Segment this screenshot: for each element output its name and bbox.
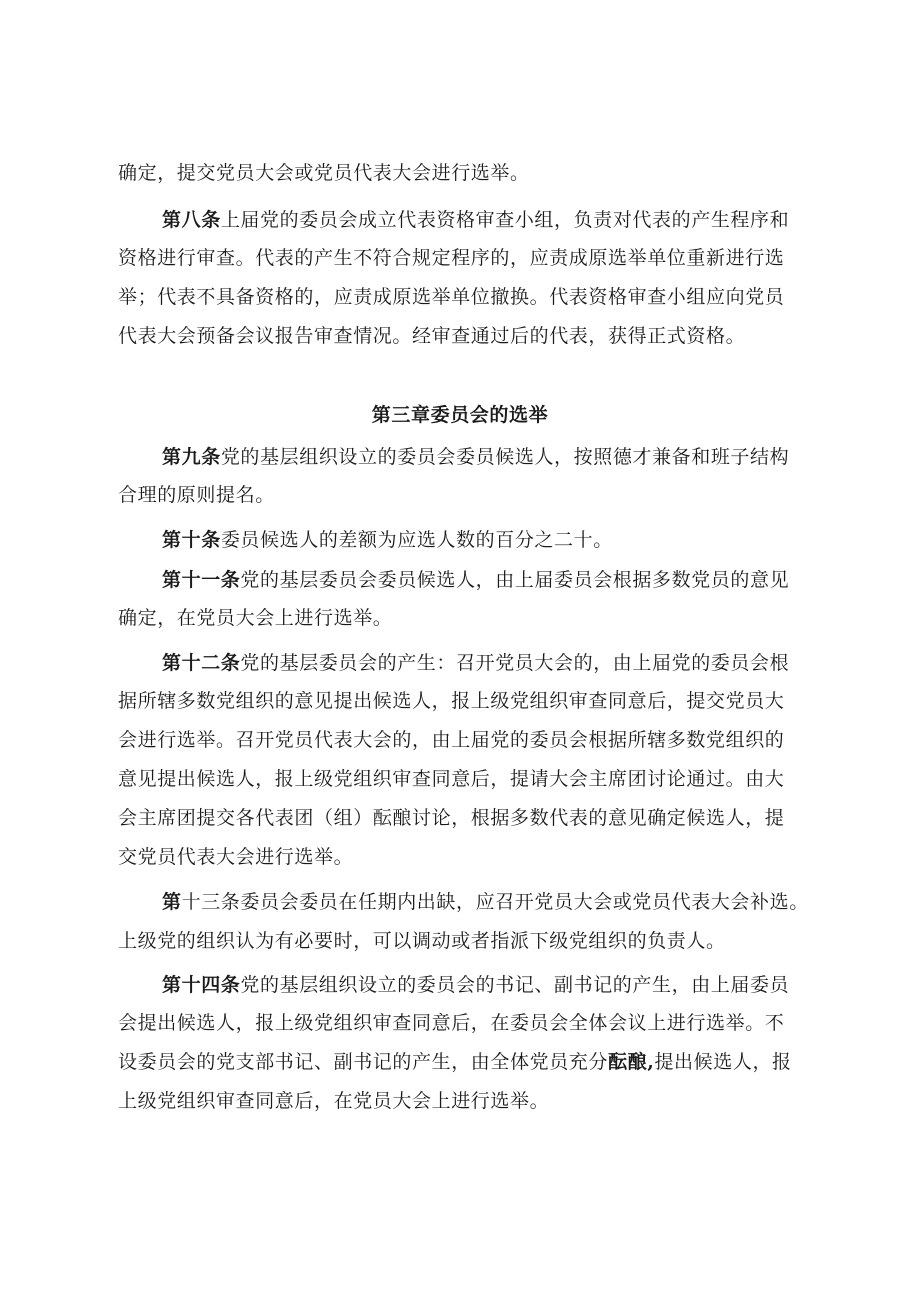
article-9-line-1 bbox=[162, 444, 862, 470]
text-span: 党的基层委员会委员候选人，由上届委员会根据多数党员的意见 bbox=[240, 569, 790, 591]
article-12-line-4 bbox=[118, 766, 818, 792]
text-span: 设委员会的党支部书记、副书记的产生，由全体党员充分 bbox=[118, 1051, 609, 1073]
text-span: 会进行选举。召开党员代表大会的，由上届党的委员会根据所辖多数党组织的 bbox=[118, 729, 785, 751]
text-span: 上级党组织审查同意后，在党员大会上进行选举。 bbox=[118, 1090, 550, 1112]
article-13-line-1 bbox=[162, 889, 862, 915]
text-span: 资格进行审查。代表的产生不符合规定程序的，应责成原选举单位重新进行选 bbox=[118, 247, 785, 269]
text-span: 会提出候选人，报上级党组织审查同意后，在委员会全体会议上进行选举。不 bbox=[118, 1012, 785, 1034]
article-label: 第十四条 bbox=[162, 974, 241, 996]
text-span: 委员候选人的差额为应选人数的百分之二十。 bbox=[220, 529, 613, 551]
text-span: 举；代表不具备资格的，应责成原选举单位撤换。代表资格审查小组应向党员 bbox=[118, 286, 785, 308]
article-8-line-1 bbox=[162, 207, 862, 233]
article-label: 第 bbox=[162, 891, 182, 913]
chapter-heading: 第三章委员会的选举 bbox=[371, 404, 549, 426]
article-9-line-2 bbox=[118, 482, 818, 508]
text-span: 党的基层委员会的产生：召开党员大会的，由上届党的委员会根 bbox=[240, 652, 790, 674]
article-11-line-2 bbox=[118, 605, 818, 631]
text-span: 提出候选人，报 bbox=[654, 1051, 792, 1073]
article-label: 第十一条 bbox=[162, 569, 241, 591]
text-span: 上级党的组织认为有必要时，可以调动或者指派下级党组织的负责人。 bbox=[118, 930, 726, 952]
text-span: 代表大会预备会议报告审查情况。经审查通过后的代表，获得正式资格。 bbox=[118, 325, 746, 347]
text-span: 会主席团提交各代表团（组）酝酿讨论，根据多数代表的意见确定候选人，提 bbox=[118, 807, 785, 829]
article-11-line-1 bbox=[162, 567, 862, 593]
article-12-line-5 bbox=[118, 805, 818, 831]
text-span: 上届党的委员会成立代表资格审查小组，负责对代表的产生程序和 bbox=[220, 209, 790, 231]
article-14-line-1 bbox=[162, 972, 862, 998]
text-span: 据所辖多数党组织的意见提出候选人，报上级党组织审查同意后，提交党员大 bbox=[118, 690, 785, 712]
article-12-line-3 bbox=[118, 727, 818, 753]
article-14-line-3 bbox=[118, 1049, 818, 1075]
text-span: 党的基层组织设立的委员会委员候选人，按照德才兼备和班子结构 bbox=[220, 446, 790, 468]
text-span: 交党员代表大会进行选举。 bbox=[118, 846, 354, 868]
article-8-line-2 bbox=[118, 245, 818, 271]
text-span: 党的基层组织设立的委员会的书记、副书记的产生，由上届委员 bbox=[240, 974, 790, 996]
article-12-line-2 bbox=[118, 688, 818, 714]
text-span: 合理的原则提名。 bbox=[118, 484, 275, 506]
article-label: 第十条 bbox=[162, 529, 221, 551]
text-span: 意见提出候选人，报上级党组织审查同意后，提请大会主席团讨论通过。由大 bbox=[118, 768, 785, 790]
text-span: 确定，提交党员大会或党员代表大会进行选举。 bbox=[118, 162, 530, 184]
bold-term: 酝酿, bbox=[608, 1051, 655, 1073]
article-10-line-1 bbox=[162, 527, 862, 553]
article-8-line-3 bbox=[118, 284, 818, 310]
article-14-line-4 bbox=[118, 1088, 818, 1114]
text-span: 确定，在党员大会上进行选举。 bbox=[118, 607, 393, 629]
article-12-line-1 bbox=[162, 650, 862, 676]
article-12-line-6 bbox=[118, 844, 818, 870]
article-14-line-2 bbox=[118, 1010, 818, 1036]
article-label: 第十二条 bbox=[162, 652, 241, 674]
text-span: 十三条委员会委员在任期内出缺，应召开党员大会或党员代表大会补选。 bbox=[181, 891, 809, 913]
article-13-line-2 bbox=[118, 928, 818, 954]
article-label: 第九条 bbox=[162, 446, 221, 468]
paragraph-line bbox=[118, 160, 818, 186]
article-label: 第八条 bbox=[162, 209, 221, 231]
article-8-line-4 bbox=[118, 323, 818, 349]
